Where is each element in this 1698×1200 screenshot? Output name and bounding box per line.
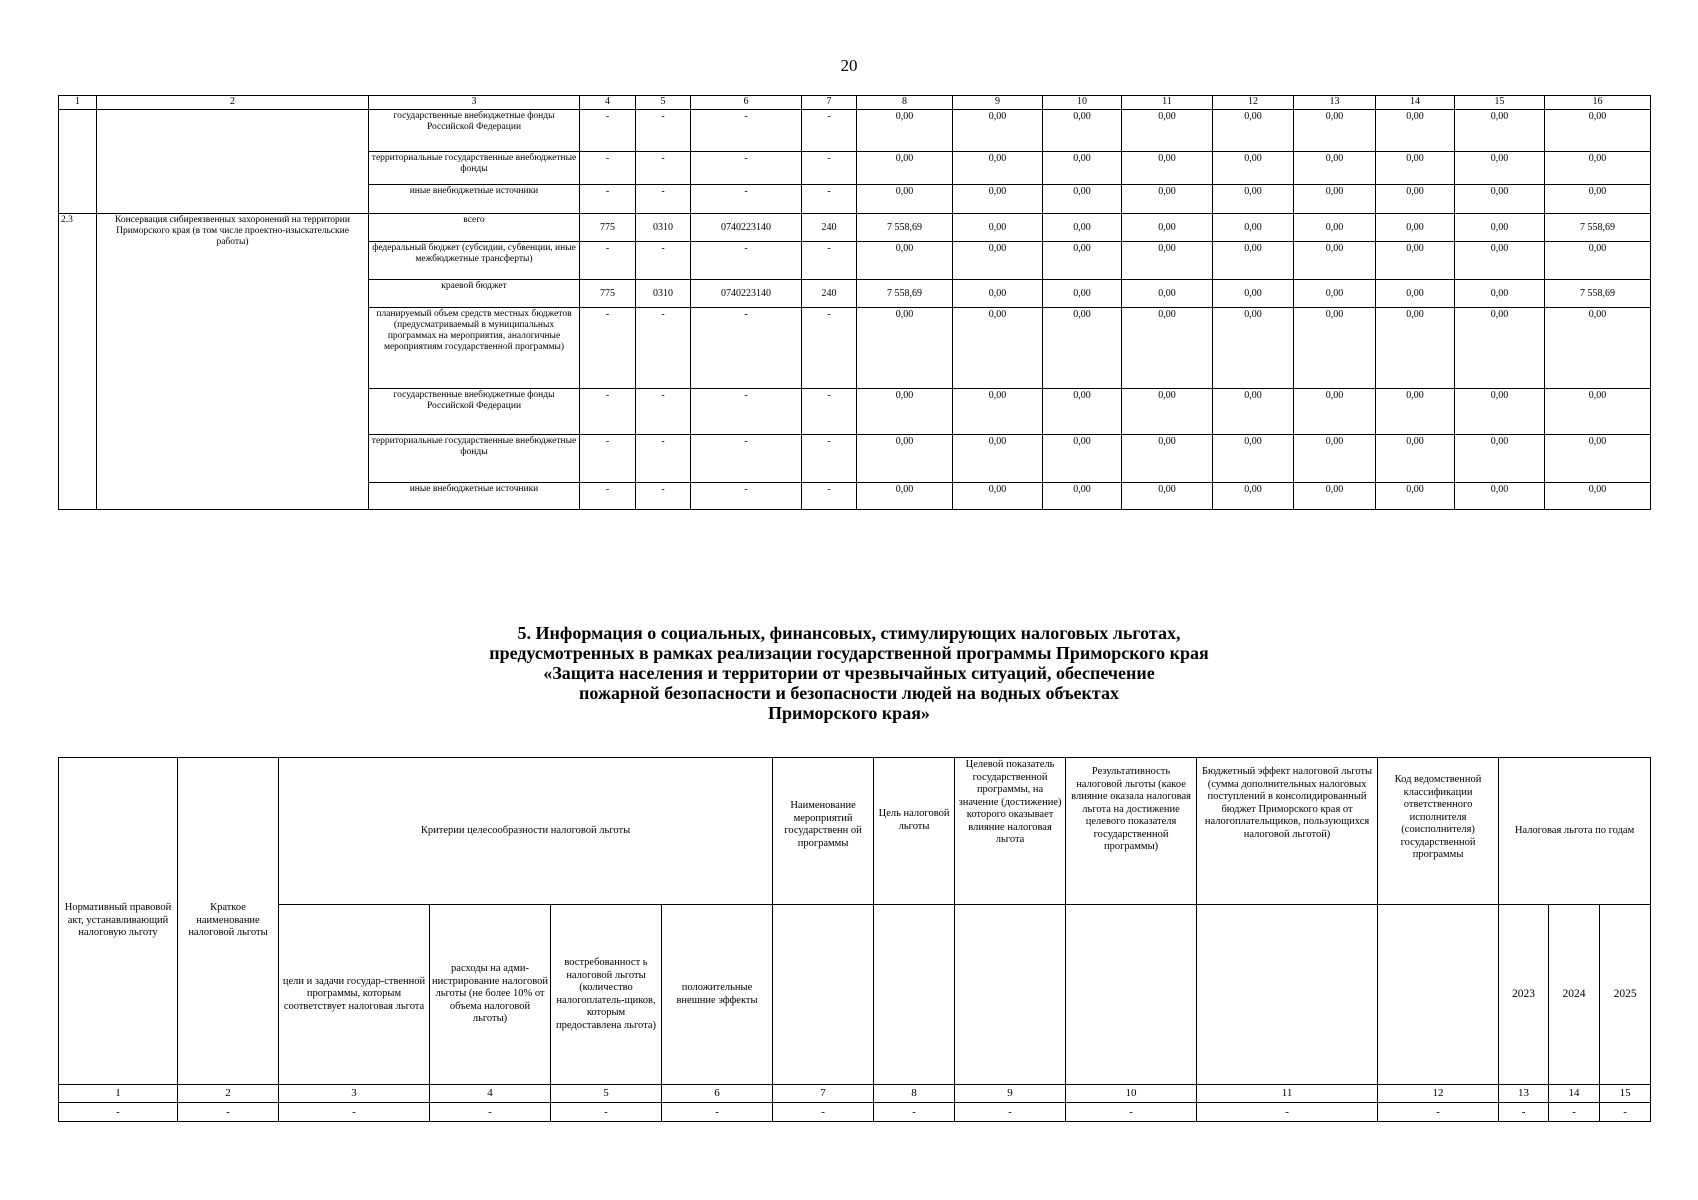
amount-cell: 7 558,69 xyxy=(1545,214,1651,242)
amount-cell: 0,00 xyxy=(953,185,1043,214)
ministry-code: - xyxy=(580,185,636,214)
amount-cell: 0,00 xyxy=(1294,214,1376,242)
amount-cell: 0,00 xyxy=(1294,435,1376,483)
expense-type-code: - xyxy=(802,435,857,483)
amount-cell: 0,00 xyxy=(953,110,1043,152)
amount-cell: 0,00 xyxy=(1376,308,1455,389)
funding-source: федеральный бюджет (субсидии, субвенции, иные межбюджетные трансферты) xyxy=(369,242,580,280)
column-number-16: 16 xyxy=(1545,96,1651,110)
item-name: Консервация сибиреязвенных захоронений на территории Приморского края (в том числе проектно-изыскательские работы) xyxy=(97,214,369,510)
table-cell: - xyxy=(279,1103,430,1122)
funding-source: всего xyxy=(369,214,580,242)
ministry-code: - xyxy=(580,152,636,185)
amount-cell: 0,00 xyxy=(857,483,953,510)
table-cell: - xyxy=(1066,1103,1197,1122)
header-purpose: Цель налоговой льготы xyxy=(874,758,955,905)
amount-cell: 0,00 xyxy=(1294,389,1376,435)
item-name-cell xyxy=(97,110,369,214)
amount-cell: 0,00 xyxy=(1545,110,1651,152)
amount-cell: 0,00 xyxy=(1213,110,1294,152)
header-demand: востребованност ь налоговой льготы (количество налогоплатель-щиков, которым предоставлена льгота) xyxy=(551,905,662,1085)
section-code: - xyxy=(636,152,691,185)
column-number-11: 11 xyxy=(1122,96,1213,110)
amount-cell: 0,00 xyxy=(953,214,1043,242)
table-cell: - xyxy=(874,1103,955,1122)
header-empty-cell xyxy=(1066,905,1197,1085)
header-goals: цели и задачи государ-ственной программы, которым соответствует налоговая льгота xyxy=(279,905,430,1085)
table-cell: - xyxy=(551,1103,662,1122)
column-number-8: 8 xyxy=(857,96,953,110)
header-by-years: Налоговая льгота по годам xyxy=(1499,758,1651,905)
table-cell: - xyxy=(955,1103,1066,1122)
section-code: - xyxy=(636,435,691,483)
amount-cell: 0,00 xyxy=(1455,214,1545,242)
column-number-6: 6 xyxy=(662,1085,773,1103)
section-code: 0310 xyxy=(636,214,691,242)
amount-cell: 0,00 xyxy=(1213,435,1294,483)
amount-cell: 0,00 xyxy=(1122,242,1213,280)
amount-cell: 0,00 xyxy=(1122,483,1213,510)
table-cell: - xyxy=(773,1103,874,1122)
amount-cell: 0,00 xyxy=(1376,435,1455,483)
amount-cell: 0,00 xyxy=(1376,389,1455,435)
column-number-5: 5 xyxy=(551,1085,662,1103)
amount-cell: 0,00 xyxy=(1294,242,1376,280)
amount-cell: 0,00 xyxy=(1043,483,1122,510)
section-code: - xyxy=(636,185,691,214)
header-target-indicator: Целевой показатель государственной программы, на значение (достижение) которого оказывает влияние налоговая льгота xyxy=(955,758,1066,905)
header-short-name: Краткое наименование налоговой льготы xyxy=(178,758,279,1085)
expense-type-code: 240 xyxy=(802,280,857,308)
table-cell: - xyxy=(59,1103,178,1122)
header-empty-cell xyxy=(874,905,955,1085)
expense-type-code: - xyxy=(802,152,857,185)
expense-type-code: - xyxy=(802,110,857,152)
target-item-code: - xyxy=(691,308,802,389)
amount-cell: 0,00 xyxy=(1376,280,1455,308)
amount-cell: 0,00 xyxy=(1455,308,1545,389)
page-number: 20 xyxy=(840,56,858,75)
header-empty-cell xyxy=(955,905,1066,1085)
column-number-7: 7 xyxy=(773,1085,874,1103)
header-year-2024: 2024 xyxy=(1549,905,1600,1085)
amount-cell: 0,00 xyxy=(1545,483,1651,510)
column-number-1: 1 xyxy=(59,96,97,110)
amount-cell: 0,00 xyxy=(953,483,1043,510)
amount-cell: 0,00 xyxy=(1545,185,1651,214)
table-cell: - xyxy=(1600,1103,1651,1122)
amount-cell: 0,00 xyxy=(1455,152,1545,185)
funding-source: иные внебюджетные источники xyxy=(369,185,580,214)
header-positive-effects: положительные внешние эффекты xyxy=(662,905,773,1085)
item-number-cell xyxy=(59,110,97,214)
column-number-9: 9 xyxy=(953,96,1043,110)
header-criteria: Критерии целесообразности налоговой льготы xyxy=(279,758,773,905)
section-title-line: Приморского края» xyxy=(768,703,930,723)
section-title-line: пожарной безопасности и безопасности людей на водных объектах xyxy=(579,683,1119,703)
amount-cell: 0,00 xyxy=(1294,185,1376,214)
amount-cell: 7 558,69 xyxy=(1545,280,1651,308)
header-empty-cell xyxy=(1197,905,1378,1085)
target-item-code: - xyxy=(691,389,802,435)
table-cell: - xyxy=(430,1103,551,1122)
column-number-7: 7 xyxy=(802,96,857,110)
amount-cell: 0,00 xyxy=(1043,308,1122,389)
ministry-code: - xyxy=(580,110,636,152)
amount-cell: 0,00 xyxy=(1213,483,1294,510)
amount-cell: 0,00 xyxy=(1455,389,1545,435)
funding-source: территориальные государственные внебюджетные фонды xyxy=(369,152,580,185)
amount-cell: 0,00 xyxy=(1455,280,1545,308)
funding-source: планируемый объем средств местных бюджетов (предусматриваемый в муниципальных программах на мероприятия, аналогичные мероприятиям государственной программы) xyxy=(369,308,580,389)
column-number-13: 13 xyxy=(1294,96,1376,110)
ministry-code: 775 xyxy=(580,214,636,242)
amount-cell: 0,00 xyxy=(1545,152,1651,185)
amount-cell: 0,00 xyxy=(1294,308,1376,389)
amount-cell: 0,00 xyxy=(1213,185,1294,214)
amount-cell: 0,00 xyxy=(1545,242,1651,280)
amount-cell: 0,00 xyxy=(1122,152,1213,185)
tax-benefits-table xyxy=(58,757,1651,1122)
amount-cell: 0,00 xyxy=(1043,185,1122,214)
column-number-6: 6 xyxy=(691,96,802,110)
amount-cell: 0,00 xyxy=(1043,242,1122,280)
column-number-1: 1 xyxy=(59,1085,178,1103)
amount-cell: 0,00 xyxy=(1376,483,1455,510)
expense-type-code: - xyxy=(802,483,857,510)
amount-cell: 0,00 xyxy=(1545,435,1651,483)
amount-cell: 0,00 xyxy=(953,308,1043,389)
amount-cell: 0,00 xyxy=(1455,110,1545,152)
amount-cell: 0,00 xyxy=(1294,280,1376,308)
column-number-3: 3 xyxy=(279,1085,430,1103)
header-normative-act: Нормативный правовой акт, устанавливающий налоговую льготу xyxy=(59,758,178,1085)
amount-cell: 0,00 xyxy=(1043,280,1122,308)
target-item-code: - xyxy=(691,152,802,185)
amount-cell: 0,00 xyxy=(857,435,953,483)
amount-cell: 0,00 xyxy=(857,152,953,185)
amount-cell: 0,00 xyxy=(1545,389,1651,435)
amount-cell: 0,00 xyxy=(1122,110,1213,152)
amount-cell: 0,00 xyxy=(953,389,1043,435)
amount-cell: 0,00 xyxy=(1043,435,1122,483)
header-empty-cell xyxy=(773,905,874,1085)
funding-source: территориальные государственные внебюджетные фонды xyxy=(369,435,580,483)
column-number-9: 9 xyxy=(955,1085,1066,1103)
target-item-code: - xyxy=(691,242,802,280)
amount-cell: 0,00 xyxy=(1122,185,1213,214)
amount-cell: 0,00 xyxy=(1122,280,1213,308)
column-number-15: 15 xyxy=(1600,1085,1651,1103)
column-number-15: 15 xyxy=(1455,96,1545,110)
amount-cell: 0,00 xyxy=(953,435,1043,483)
column-numbers-row xyxy=(59,1085,1651,1103)
table-cell: - xyxy=(662,1103,773,1122)
table-cell: - xyxy=(1499,1103,1549,1122)
amount-cell: 7 558,69 xyxy=(857,280,953,308)
expense-type-code: - xyxy=(802,389,857,435)
target-item-code: - xyxy=(691,110,802,152)
expense-type-code: - xyxy=(802,185,857,214)
amount-cell: 0,00 xyxy=(953,242,1043,280)
amount-cell: 0,00 xyxy=(1294,152,1376,185)
column-number-12: 12 xyxy=(1378,1085,1499,1103)
section-code: - xyxy=(636,483,691,510)
amount-cell: 0,00 xyxy=(1376,185,1455,214)
expense-type-code: - xyxy=(802,308,857,389)
header-year-2023: 2023 xyxy=(1499,905,1549,1085)
funding-source: государственные внебюджетные фонды Российской Федерации xyxy=(369,389,580,435)
amount-cell: 0,00 xyxy=(857,185,953,214)
amount-cell: 0,00 xyxy=(857,110,953,152)
amount-cell: 0,00 xyxy=(1043,110,1122,152)
column-number-3: 3 xyxy=(369,96,580,110)
item-number: 2.3 xyxy=(59,214,97,510)
section-title-line: 5. Информация о социальных, финансовых, стимулирующих налоговых льготах, xyxy=(517,623,1181,643)
table-cell: - xyxy=(178,1103,279,1122)
amount-cell: 0,00 xyxy=(1122,308,1213,389)
header-empty-cell xyxy=(1378,905,1499,1085)
amount-cell: 0,00 xyxy=(857,242,953,280)
column-number-13: 13 xyxy=(1499,1085,1549,1103)
amount-cell: 0,00 xyxy=(1043,214,1122,242)
amount-cell: 0,00 xyxy=(953,280,1043,308)
ministry-code: - xyxy=(580,242,636,280)
amount-cell: 0,00 xyxy=(1213,308,1294,389)
amount-cell: 0,00 xyxy=(1455,435,1545,483)
header-admin-costs: расходы на адми-нистрирование налоговой льготы (не более 10% от объема налоговой льготы) xyxy=(430,905,551,1085)
column-number-2: 2 xyxy=(97,96,369,110)
amount-cell: 0,00 xyxy=(1455,483,1545,510)
table-header-row xyxy=(59,96,1651,110)
target-item-code: - xyxy=(691,185,802,214)
amount-cell: 0,00 xyxy=(1213,214,1294,242)
section-code: - xyxy=(636,308,691,389)
table-row xyxy=(59,214,1651,242)
amount-cell: 0,00 xyxy=(1213,242,1294,280)
expense-type-code: - xyxy=(802,242,857,280)
column-number-4: 4 xyxy=(430,1085,551,1103)
column-number-14: 14 xyxy=(1549,1085,1600,1103)
table-header-row xyxy=(59,758,1651,905)
amount-cell: 0,00 xyxy=(1545,308,1651,389)
section-code: - xyxy=(636,110,691,152)
column-number-11: 11 xyxy=(1197,1085,1378,1103)
header-budget-effect: Бюджетный эффект налоговой льготы (сумма дополнительных налоговых поступлений в консолидированный бюджет Приморского края от налогоплательщиков, пользующихся налоговой льготой) xyxy=(1197,758,1378,905)
amount-cell: 0,00 xyxy=(1043,389,1122,435)
ministry-code: 775 xyxy=(580,280,636,308)
section-code: - xyxy=(636,242,691,280)
ministry-code: - xyxy=(580,389,636,435)
section-title-line: «Защита населения и территории от чрезвычайных ситуаций, обеспечение xyxy=(543,663,1155,683)
header-effectiveness: Результативность налоговой льготы (какое влияние оказала налоговая льгота на достижение целевого показателя государственной программы) xyxy=(1066,758,1197,905)
target-item-code: 0740223140 xyxy=(691,214,802,242)
target-item-code: - xyxy=(691,435,802,483)
section-title-line: предусмотренных в рамках реализации государственной программы Приморского края xyxy=(489,643,1209,663)
header-year-2025: 2025 xyxy=(1600,905,1651,1085)
column-number-4: 4 xyxy=(580,96,636,110)
header-activities: Наименование мероприятий государственн ой программы xyxy=(773,758,874,905)
expense-type-code: 240 xyxy=(802,214,857,242)
amount-cell: 0,00 xyxy=(1376,152,1455,185)
table-row xyxy=(59,110,1651,152)
ministry-code: - xyxy=(580,435,636,483)
column-number-8: 8 xyxy=(874,1085,955,1103)
amount-cell: 0,00 xyxy=(1376,214,1455,242)
amount-cell: 0,00 xyxy=(1213,389,1294,435)
section-code: 0310 xyxy=(636,280,691,308)
column-number-14: 14 xyxy=(1376,96,1455,110)
amount-cell: 0,00 xyxy=(953,152,1043,185)
header-code: Код ведомственной классификации ответственного исполнителя (соисполнителя) государственной программы xyxy=(1378,758,1499,905)
budget-allocation-table xyxy=(58,95,1651,510)
funding-source: иные внебюджетные источники xyxy=(369,483,580,510)
amount-cell: 0,00 xyxy=(1122,435,1213,483)
amount-cell: 0,00 xyxy=(857,389,953,435)
ministry-code: - xyxy=(580,308,636,389)
column-number-5: 5 xyxy=(636,96,691,110)
section-code: - xyxy=(636,389,691,435)
amount-cell: 0,00 xyxy=(1455,242,1545,280)
amount-cell: 0,00 xyxy=(857,308,953,389)
amount-cell: 0,00 xyxy=(1122,389,1213,435)
column-number-2: 2 xyxy=(178,1085,279,1103)
amount-cell: 0,00 xyxy=(1213,280,1294,308)
amount-cell: 0,00 xyxy=(1455,185,1545,214)
amount-cell: 0,00 xyxy=(1213,152,1294,185)
section-title xyxy=(0,623,1698,723)
target-item-code: - xyxy=(691,483,802,510)
amount-cell: 0,00 xyxy=(1294,483,1376,510)
amount-cell: 0,00 xyxy=(1043,152,1122,185)
ministry-code: - xyxy=(580,483,636,510)
amount-cell: 7 558,69 xyxy=(857,214,953,242)
amount-cell: 0,00 xyxy=(1376,242,1455,280)
column-number-10: 10 xyxy=(1043,96,1122,110)
amount-cell: 0,00 xyxy=(1376,110,1455,152)
table-subheader-row xyxy=(59,905,1651,1085)
table-cell: - xyxy=(1549,1103,1600,1122)
funding-source: краевой бюджет xyxy=(369,280,580,308)
target-item-code: 0740223140 xyxy=(691,280,802,308)
column-number-12: 12 xyxy=(1213,96,1294,110)
funding-source: государственные внебюджетные фонды Российской Федерации xyxy=(369,110,580,152)
table-cell: - xyxy=(1197,1103,1378,1122)
table-cell: - xyxy=(1378,1103,1499,1122)
amount-cell: 0,00 xyxy=(1294,110,1376,152)
amount-cell: 0,00 xyxy=(1122,214,1213,242)
column-number-10: 10 xyxy=(1066,1085,1197,1103)
table-row xyxy=(59,1103,1651,1122)
